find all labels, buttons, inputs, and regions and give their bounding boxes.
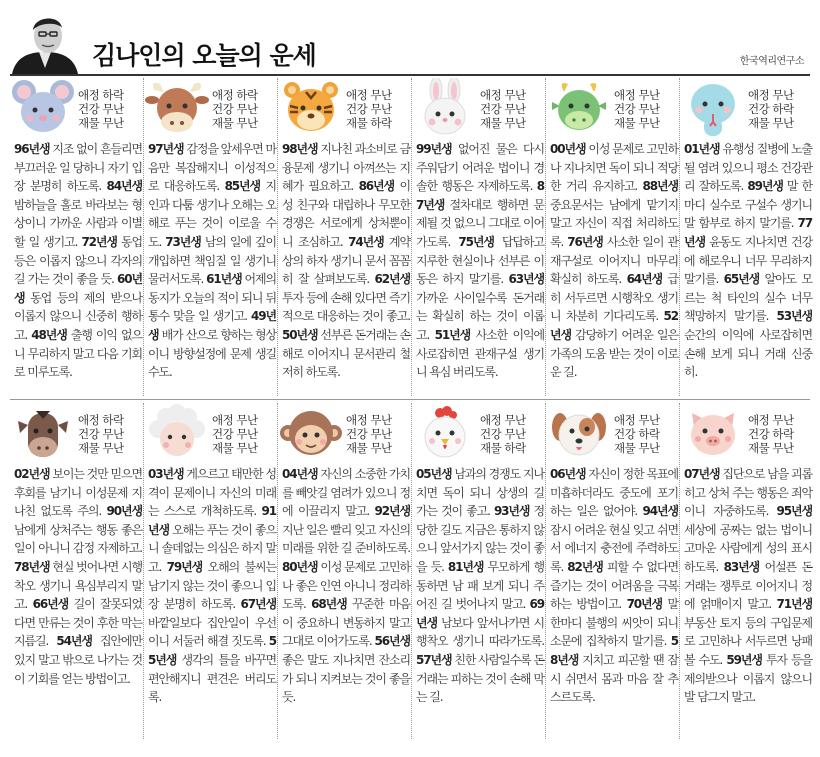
luck-wealth: 재물 무난 — [614, 116, 660, 130]
column-divider — [143, 403, 144, 739]
fortune-text: 02년생 보이는 것만 믿으면 후회를 남기니 이성문제 지나친 없도록 주의. 90년생 남에게 상처주는 행동 좋은 일이 아니니 감정 자제하고. 78년생 현실 벗어나면 시행착오 생기니 욕심부리지 말고. 66년생 길이 잘못되었다면 만류는 것이 후한 막는 지름길. 54년생 집안에만 있지 말고 밖으로 나가는 것이 기회를 얻는 방법이고. — [14, 467, 143, 686]
horse-icon — [10, 403, 76, 463]
fortune-text: 97년생 감정을 앞세우면 마음만 복잡해지니 이성적으로 대응하도록. 85년생 지인과 다툼 생기나 오해는 오해로 푸는 것이 이로울 수도. 73년생 남의 일에 깊이 개입하면 책임질 일 생기니 물러서도록. 61년생 어제의 동지가 오늘의 적이 되니 뒤통수 맞을 일 생기고. 49년생 배가 산으로 향하는 형상이니 방향설정에 문제 생길 수도. — [148, 142, 276, 380]
luck-love: 애정 무난 — [212, 413, 258, 427]
column-divider — [679, 78, 680, 396]
luck-love: 애정 무난 — [748, 413, 794, 427]
row-divider — [10, 399, 810, 400]
luck-health: 건강 무난 — [78, 102, 124, 116]
luck-wealth: 재물 무난 — [78, 441, 124, 455]
snake-icon — [680, 78, 746, 138]
column-divider — [277, 78, 278, 396]
luck-health: 건강 무난 — [614, 102, 660, 116]
luck-summary — [78, 88, 124, 130]
luck-health: 건강 무난 — [346, 427, 392, 441]
luck-wealth: 재물 무난 — [480, 116, 526, 130]
luck-wealth: 재물 무난 — [748, 441, 794, 455]
luck-love: 애정 무난 — [614, 88, 660, 102]
luck-health: 건강 무난 — [78, 427, 124, 441]
zodiac-row-2 — [10, 403, 810, 743]
luck-health: 건강 하락 — [748, 102, 794, 116]
luck-wealth: 재물 무난 — [78, 116, 124, 130]
luck-summary — [346, 88, 392, 130]
luck-love: 애정 하락 — [78, 88, 124, 102]
page-title: 김나인의 오늘의 운세 — [92, 41, 316, 70]
tiger-icon — [278, 78, 344, 138]
luck-summary — [614, 413, 660, 455]
luck-summary — [748, 88, 794, 130]
fortune-text: 05년생 남과의 경쟁도 지나치면 독이 되니 상생의 길 가는 것이 좋고. 93년생 정당한 길도 지금은 통하지 않으니 앞서가지 않는 것이 좋을 듯. 81년생 무모하게 행동하면 남 패 보게 되니 주어진 길 벗어나지 말고. 69년생 남보다 앞서나가면 시행착오 생기니 따라가도록. 57년생 친한 사람일수록 돈거래는 피하는 것이 손해 막는 길. — [416, 467, 544, 705]
page-header — [0, 0, 820, 76]
column-divider — [545, 78, 546, 396]
fortune-text: 03년생 게으르고 태만한 성격이 문제이니 자신의 미래는 스스로 개척하도록. 91년생 오해는 푸는 것이 좋으니 솔데없는 의심은 하지 말고. 79년생 오해의 불씨는 남기지 않는 것이 좋으니 입장 분명히 하도록. 67년생 바깥일보다 집안일이 우선이니 서둘러 해결 짓도록. 55년생 생각의 틀을 바꾸면 편안해지니 편견은 버리도록. — [148, 467, 276, 705]
fortune-text: 01년생 유행성 질병에 노출될 염려 있으니 평소 건강관리 잘하도록. 89년생 말 한마디 실수로 구설수 생기니 말 함부로 하지 말기를. 77년생 윤동도 지나치면 건강에 해로우니 너무 무리하지 말기를. 65년생 알아도 모르는 척 타인의 실수 너무 책망하지 말기를. 53년생 순간의 이익에 사로잡히면 손해 보게 되니 거래 신중히. — [684, 142, 812, 380]
luck-summary — [748, 413, 794, 455]
fortune-text: 06년생 자신이 정한 목표에 미흡하더라도 중도에 포기하는 일은 없어야. 94년생 잠시 어려운 현실 잊고 쉬면서 에너지 충전에 주력하도록. 82년생 피할 수 없다면 즐기는 것이 어려움을 극복하는 방법이고. 70년생 말 한마디 불행의 씨앗이 되니 소문에 집착하지 말기를. 58년생 지치고 피곤할 땐 잠시 쉬면서 몸과 마음 잘 추스르도록. — [550, 467, 678, 705]
fortune-text: 98년생 지나친 과소비로 금융문제 생기니 아껴쓰는 지혜가 필요하고. 86년생 이성 친구와 대립하나 무모한 경쟁은 서로에게 상처뿐이니 조심하고. 74년생 계약상의 하자 생기니 문서 꼼꼼히 잘 살펴보도록. 62년생 투자 등에 손해 있다면 즉기적으로 대응하는 것이 좋고. 50년생 선부른 돈거래는 손해로 이어지니 문서관리 철저히 하도록. — [282, 142, 410, 380]
monkey-icon — [278, 403, 344, 463]
luck-summary — [346, 413, 392, 455]
luck-wealth: 재물 무난 — [212, 116, 258, 130]
luck-summary — [614, 88, 660, 130]
luck-health: 건강 무난 — [212, 102, 258, 116]
luck-health: 건강 무난 — [480, 102, 526, 116]
luck-love: 애정 무난 — [480, 413, 526, 427]
luck-health: 건강 하락 — [748, 427, 794, 441]
luck-love: 애정 무난 — [614, 413, 660, 427]
zodiac-row-1 — [10, 78, 810, 398]
luck-love: 애정 하락 — [78, 413, 124, 427]
fortune-text: 96년생 지조 없이 흔들리면 부끄러운 일 당하니 자기 입장 분명히 하도록. 84년생 밤하늘을 홀로 바라보는 형상이니 가까운 사람과 이별할 일 생기고. 72년생 동업 등은 이롭지 않으니 각자의 길 가는 것이 좋을 듯. 60년생 동업 등의 제의 받으나 이롭지 않으니 신중히 행하고. 48년생 출행 이익 없으니 무리하지 말고 다음 기회로 미루도록. — [14, 142, 142, 380]
luck-love: 애정 무난 — [748, 88, 794, 102]
ox-icon — [144, 78, 210, 138]
source-label: 한국역리연구소 — [739, 56, 804, 67]
column-divider — [545, 403, 546, 739]
fortune-text: 04년생 자신의 소중한 가치를 빼앗길 염려가 있으니 정에 이끌리지 말고. 92년생 지난 일은 빨리 잊고 자신의 미래를 위한 길 준비하도록. 80년생 이성 문제로 고민하나 좋은 인연 아니니 정리하도록. 68년생 꾸준한 마음이 중요하니 변동하지 말고 그대로 이어가도록. 56년생 좋은 말도 지나치면 잔소리가 되니 지켜보는 것이 좋을 듯. — [282, 467, 410, 705]
column-divider — [411, 403, 412, 739]
luck-love: 애정 무난 — [480, 88, 526, 102]
rooster-icon — [412, 403, 478, 463]
sheep-icon — [144, 403, 210, 463]
column-divider — [679, 403, 680, 739]
luck-love: 애정 하락 — [212, 88, 258, 102]
luck-summary — [78, 413, 124, 455]
luck-summary — [480, 88, 526, 130]
fortune-text: 99년생 없어진 물은 다시 주워담기 어려운 법이니 경솔한 행동은 자제하도록. 87년생 절차대로 행하면 문제될 것 없으니 그대로 이어가도록. 75년생 답답하고 지루한 현실이나 선부른 이동은 하지 말기를. 63년생 가까운 사이일수록 돈거래는 확실히 하는 것이 이롭고. 51년생 사소한 이익에 사로잡히면 관재구설 생기니 욕심 버리도록. — [416, 142, 545, 380]
column-divider — [411, 78, 412, 396]
luck-love: 애정 무난 — [346, 413, 392, 427]
dog-icon — [546, 403, 612, 463]
luck-love: 애정 무난 — [346, 88, 392, 102]
fortune-text: 07년생 집단으로 남을 괴롭히고 상처 주는 행동은 죄악이니 자중하도록. 95년생 세상에 공짜는 없는 법이니 고마운 사람에게 성의 표시하도록. 83년생 어설픈 돈거래는 쟁투로 이어지니 정에 얽매이지 말고. 71년생 부동산 토지 등의 구입문제로 고민하나 서두르면 낭패볼 수도. 59년생 투자 등을 제의받으나 이롭지 않으니 발 담그지 말고. — [684, 467, 812, 705]
header-rule — [10, 74, 810, 76]
column-divider — [143, 78, 144, 396]
column-divider — [277, 403, 278, 739]
dragon-icon — [546, 78, 612, 138]
rat-icon — [10, 78, 76, 138]
luck-health: 건강 무난 — [480, 427, 526, 441]
pig-icon — [680, 403, 746, 463]
luck-summary — [212, 413, 258, 455]
luck-wealth: 재물 무난 — [748, 116, 794, 130]
luck-wealth: 재물 무난 — [212, 441, 258, 455]
luck-wealth: 재물 하락 — [480, 441, 526, 455]
luck-wealth: 재물 무난 — [346, 441, 392, 455]
luck-health: 건강 하락 — [614, 427, 660, 441]
luck-summary — [480, 413, 526, 455]
luck-health: 건강 무난 — [212, 427, 258, 441]
luck-summary — [212, 88, 258, 130]
rabbit-icon — [412, 78, 478, 138]
author-portrait — [10, 10, 80, 74]
luck-wealth: 재물 무난 — [614, 441, 660, 455]
luck-wealth: 재물 하락 — [346, 116, 392, 130]
fortune-text: 00년생 이성 문제로 고민하나 지나치면 독이 되니 적당한 거리 유지하고. 88년생 중요문서는 남에게 맡기지 말고 자신이 직접 처리하도록. 76년생 사소한 일이 관재구설로 이어지니 마무리 확실히 하도록. 64년생 급히 서두르면 시행착오 생기니 차분히 기다리도록. 52년생 감당하기 어려운 일은 가족의 도움 받는 것이 이로운 길. — [550, 142, 678, 380]
luck-health: 건강 무난 — [346, 102, 392, 116]
